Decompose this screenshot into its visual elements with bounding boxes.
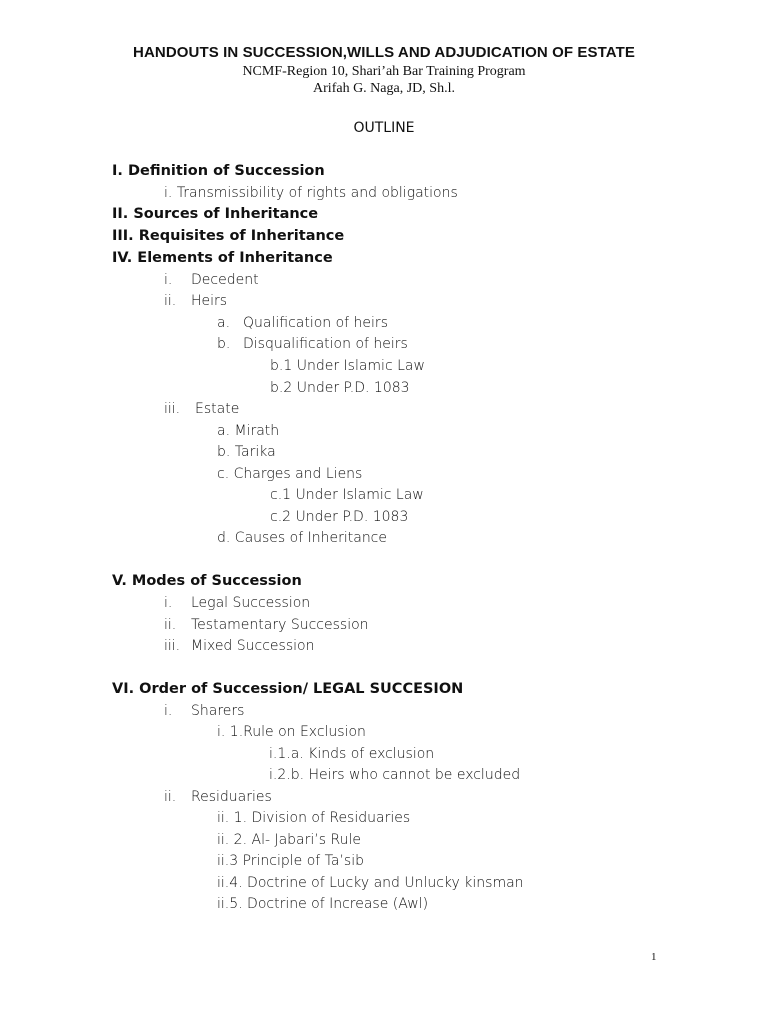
item-number: iii. (164, 638, 181, 654)
outline-item: c. Charges and Liens (217, 466, 363, 482)
item-label: Heirs (191, 293, 228, 309)
outline-item (164, 271, 259, 289)
section-heading: V. Modes of Succession (112, 573, 302, 589)
item-label: Disqualification of heirs (243, 336, 408, 352)
outline-item: ii.5. Doctrine of Increase (Awl) (217, 896, 429, 912)
section-heading: II. Sources of Inheritance (112, 206, 319, 222)
outline-item: d. Causes of Inheritance (217, 530, 387, 546)
outline-item: b.2 Under P.D. 1083 (270, 380, 410, 396)
outline-item: i. 1.Rule on Exclusion (217, 724, 366, 740)
outline-item (164, 400, 239, 418)
outline-item: b.1 Under Islamic Law (270, 358, 425, 374)
item-number: i. (164, 272, 173, 288)
item-label: Residuaries (191, 789, 272, 805)
outline-item: c.1 Under Islamic Law (270, 487, 424, 503)
outline-item (164, 594, 310, 612)
outline-item: a. Mirath (217, 423, 280, 439)
outline-item: ii. 1. Division of Residuaries (217, 810, 411, 826)
section-heading: III. Requisites of Inheritance (112, 228, 345, 244)
item-label: Legal Succession (191, 595, 311, 611)
outline-item (217, 314, 388, 332)
item-label: Testamentary Succession (191, 617, 369, 633)
item-number: ii. (164, 293, 177, 309)
item-number: iii. (164, 401, 181, 417)
outline-item: i.1.a. Kinds of exclusion (269, 746, 435, 762)
outline-item: ii. 2. Al- Jabari’s Rule (217, 832, 361, 848)
item-label: Decedent (191, 272, 259, 288)
outline-item (164, 292, 227, 310)
item-label: Mixed Succession (191, 638, 315, 654)
item-number: i. (164, 595, 173, 611)
item-label: Sharers (191, 703, 245, 719)
section-heading: IV. Elements of Inheritance (112, 250, 333, 266)
page-number: 1 (651, 951, 657, 963)
section-heading: I. Definition of Succession (112, 163, 325, 179)
outline-item (164, 637, 314, 655)
outline-heading: OUTLINE (353, 120, 415, 136)
outline-item: c.2 Under P.D. 1083 (270, 509, 409, 525)
item-number: b. (217, 336, 231, 352)
item-number: a. (217, 315, 231, 331)
outline-item (164, 616, 369, 634)
item-number: ii. (164, 617, 177, 633)
document-title: HANDOUTS IN SUCCESSION,WILLS AND ADJUDICATION OF ESTATE (133, 44, 635, 61)
section-heading: VI. Order of Succession/ LEGAL SUCCESION (112, 681, 464, 697)
outline-item: i.2.b. Heirs who cannot be excluded (269, 767, 521, 783)
outline-item: ii.3 Principle of Ta’sib (217, 853, 365, 869)
item-number: ii. (164, 789, 177, 805)
outline-item (217, 335, 408, 353)
outline-item: i. Transmissibility of rights and obligations (164, 185, 458, 201)
outline-item: ii.4. Doctrine of Lucky and Unlucky kinsman (217, 875, 524, 891)
outline-item (164, 788, 272, 806)
outline-item: b. Tarika (217, 444, 276, 460)
outline-item (164, 702, 244, 720)
item-label: Estate (195, 401, 240, 417)
item-label: Qualification of heirs (243, 315, 388, 331)
item-number: i. (164, 703, 173, 719)
author-line: Arifah G. Naga, JD, Sh.l. (313, 81, 455, 96)
program-line: NCMF-Region 10, Shari’ah Bar Training Program (242, 64, 526, 79)
